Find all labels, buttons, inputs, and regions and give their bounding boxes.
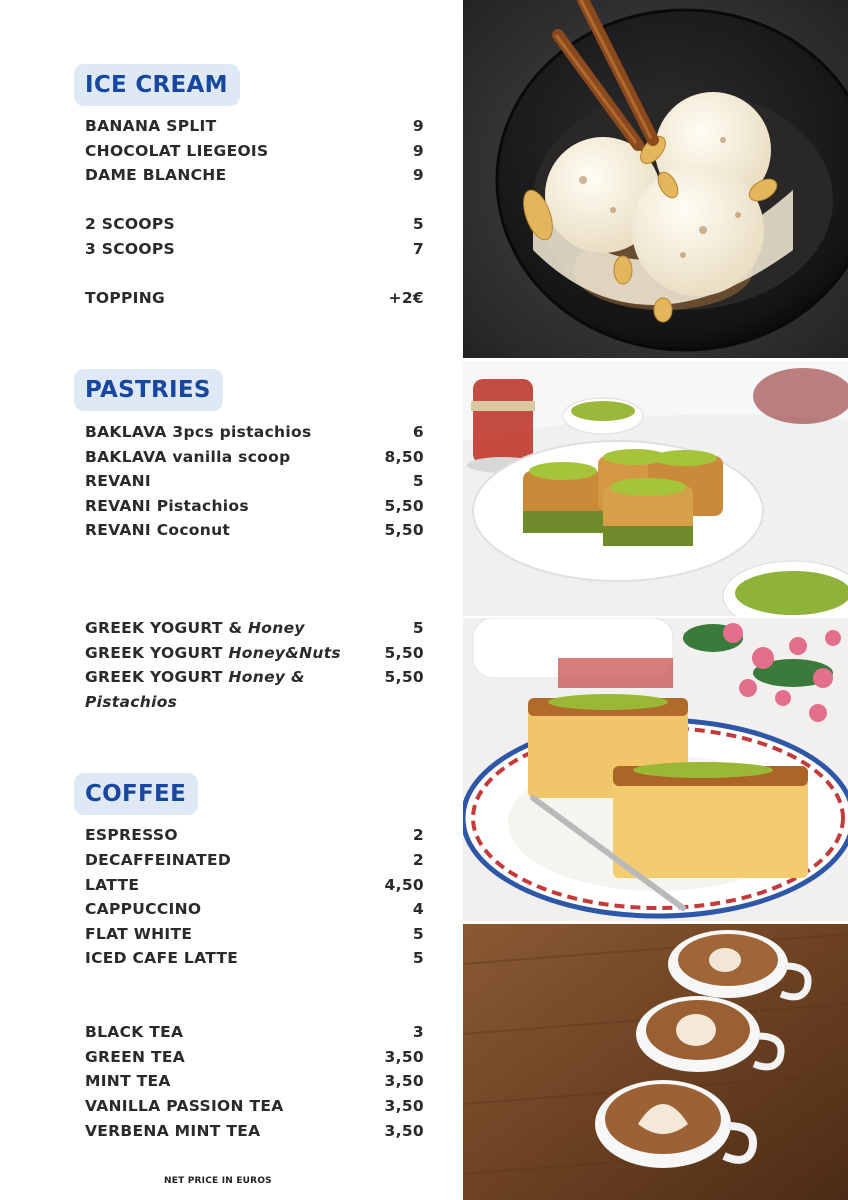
item-name: 3 SCOOPS (85, 240, 175, 258)
item-price: +2€ (388, 289, 424, 307)
item-name: GREEK YOGURT & (85, 619, 243, 637)
item-name: TOPPING (85, 289, 166, 307)
item-price: 9 (412, 166, 424, 184)
item-price: 3,50 (384, 1072, 424, 1090)
item-price: 3,50 (384, 1122, 424, 1140)
item-name: REVANI Pistachios (85, 497, 249, 515)
item-name: FLAT WHITE (85, 925, 193, 943)
photo-column (463, 0, 848, 1200)
item-price: 9 (412, 142, 424, 160)
item-name: GREEN TEA (85, 1048, 186, 1066)
baklava-photo (463, 361, 848, 616)
item-name: GREEK YOGURT (85, 644, 223, 662)
section-title: ICE CREAM (85, 72, 228, 98)
item-name: CHOCOLAT LIEGEOIS (85, 142, 269, 160)
item-name: ICED CAFE LATTE (85, 949, 239, 967)
item-price: 5 (412, 619, 424, 637)
item-price: 2 (412, 826, 424, 844)
item-price: 5,50 (384, 668, 424, 686)
item-variant: Pistachios (85, 693, 178, 711)
item-price: 9 (412, 117, 424, 135)
section-heading-coffee (74, 773, 198, 815)
item-price: 3,50 (384, 1048, 424, 1066)
item-price: 5 (412, 472, 424, 490)
item-name: BAKLAVA 3pcs pistachios (85, 423, 312, 441)
item-price: 8,50 (384, 448, 424, 466)
item-variant: Honey&Nuts (228, 644, 341, 662)
item-price: 2 (412, 851, 424, 869)
price-note: NET PRICE IN EUROS (164, 1176, 272, 1186)
item-name: ESPRESSO (85, 826, 178, 844)
item-price: 5,50 (384, 521, 424, 539)
item-name: BAKLAVA vanilla scoop (85, 448, 291, 466)
item-price: 3 (412, 1023, 424, 1041)
item-name: DECAFFEINATED (85, 851, 232, 869)
item-price: 5 (412, 215, 424, 233)
item-name: LATTE (85, 876, 140, 894)
item-name: DAME BLANCHE (85, 166, 227, 184)
section-heading-ice-cream (74, 64, 240, 106)
item-price: 5 (412, 925, 424, 943)
item-price: 5,50 (384, 497, 424, 515)
item-name: CAPPUCCINO (85, 900, 202, 918)
section-title: PASTRIES (85, 377, 211, 403)
item-variant: Honey (248, 619, 305, 637)
item-price: 3,50 (384, 1097, 424, 1115)
item-name: REVANI Coconut (85, 521, 231, 539)
item-name: GREEK YOGURT (85, 668, 223, 686)
item-name: BANANA SPLIT (85, 117, 217, 135)
item-price: 4 (412, 900, 424, 918)
item-price: 7 (412, 240, 424, 258)
item-price: 5 (412, 949, 424, 967)
item-price: 6 (412, 423, 424, 441)
item-name: 2 SCOOPS (85, 215, 175, 233)
item-name: VERBENA MINT TEA (85, 1122, 261, 1140)
item-name: BLACK TEA (85, 1023, 184, 1041)
item-name: VANILLA PASSION TEA (85, 1097, 284, 1115)
coffee-photo (463, 924, 848, 1200)
ice-cream-photo (463, 0, 848, 358)
item-name: REVANI (85, 472, 152, 490)
section-title: COFFEE (85, 781, 187, 807)
revani-photo (463, 618, 848, 921)
item-name: MINT TEA (85, 1072, 171, 1090)
item-price: 4,50 (384, 876, 424, 894)
item-price: 5,50 (384, 644, 424, 662)
section-heading-pastries (74, 369, 223, 411)
item-variant: Honey & (228, 668, 305, 686)
